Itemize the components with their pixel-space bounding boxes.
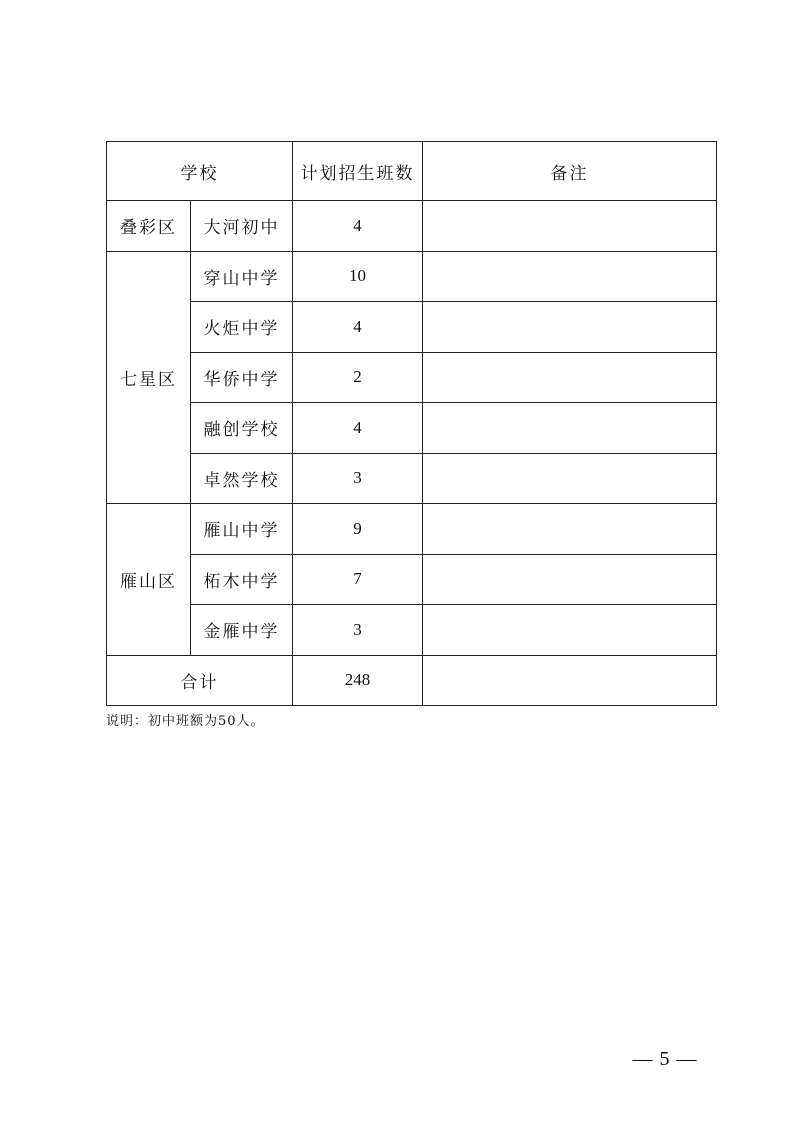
district-cell: 叠彩区 bbox=[107, 201, 191, 252]
classes-cell: 3 bbox=[293, 605, 423, 656]
school-cell: 柘木中学 bbox=[191, 554, 293, 605]
remark-cell bbox=[423, 605, 717, 656]
table-row bbox=[107, 302, 717, 353]
classes-cell: 10 bbox=[293, 251, 423, 302]
classes-cell: 4 bbox=[293, 201, 423, 252]
enrollment-table bbox=[106, 141, 717, 706]
remark-cell bbox=[423, 352, 717, 403]
total-label: 合计 bbox=[107, 655, 293, 706]
school-cell: 穿山中学 bbox=[191, 251, 293, 302]
classes-cell: 7 bbox=[293, 554, 423, 605]
remark-cell bbox=[423, 504, 717, 555]
table-row bbox=[107, 554, 717, 605]
remark-cell bbox=[423, 554, 717, 605]
table-row bbox=[107, 201, 717, 252]
remark-cell bbox=[423, 201, 717, 252]
total-classes: 248 bbox=[293, 655, 423, 706]
header-planned-classes: 计划招生班数 bbox=[293, 142, 423, 201]
school-cell: 金雁中学 bbox=[191, 605, 293, 656]
remark-cell bbox=[423, 302, 717, 353]
school-cell: 火炬中学 bbox=[191, 302, 293, 353]
school-cell: 卓然学校 bbox=[191, 453, 293, 504]
page-number: — 5 — bbox=[632, 1048, 698, 1070]
district-cell: 七星区 bbox=[107, 251, 191, 504]
school-cell: 雁山中学 bbox=[191, 504, 293, 555]
school-cell: 华侨中学 bbox=[191, 352, 293, 403]
remark-cell bbox=[423, 453, 717, 504]
table-header-row bbox=[107, 142, 717, 201]
table-row bbox=[107, 504, 717, 555]
remark-cell bbox=[423, 403, 717, 454]
classes-cell: 3 bbox=[293, 453, 423, 504]
table-row bbox=[107, 251, 717, 302]
table-row bbox=[107, 403, 717, 454]
table-row bbox=[107, 352, 717, 403]
classes-cell: 4 bbox=[293, 403, 423, 454]
total-remark bbox=[423, 655, 717, 706]
school-cell: 融创学校 bbox=[191, 403, 293, 454]
table-row bbox=[107, 453, 717, 504]
total-row bbox=[107, 655, 717, 706]
header-school: 学校 bbox=[107, 142, 293, 201]
table-note: 说明：初中班额为50人。 bbox=[106, 714, 265, 729]
district-cell: 雁山区 bbox=[107, 504, 191, 656]
classes-cell: 4 bbox=[293, 302, 423, 353]
classes-cell: 2 bbox=[293, 352, 423, 403]
remark-cell bbox=[423, 251, 717, 302]
classes-cell: 9 bbox=[293, 504, 423, 555]
table-row bbox=[107, 605, 717, 656]
header-remarks: 备注 bbox=[423, 142, 717, 201]
school-cell: 大河初中 bbox=[191, 201, 293, 252]
